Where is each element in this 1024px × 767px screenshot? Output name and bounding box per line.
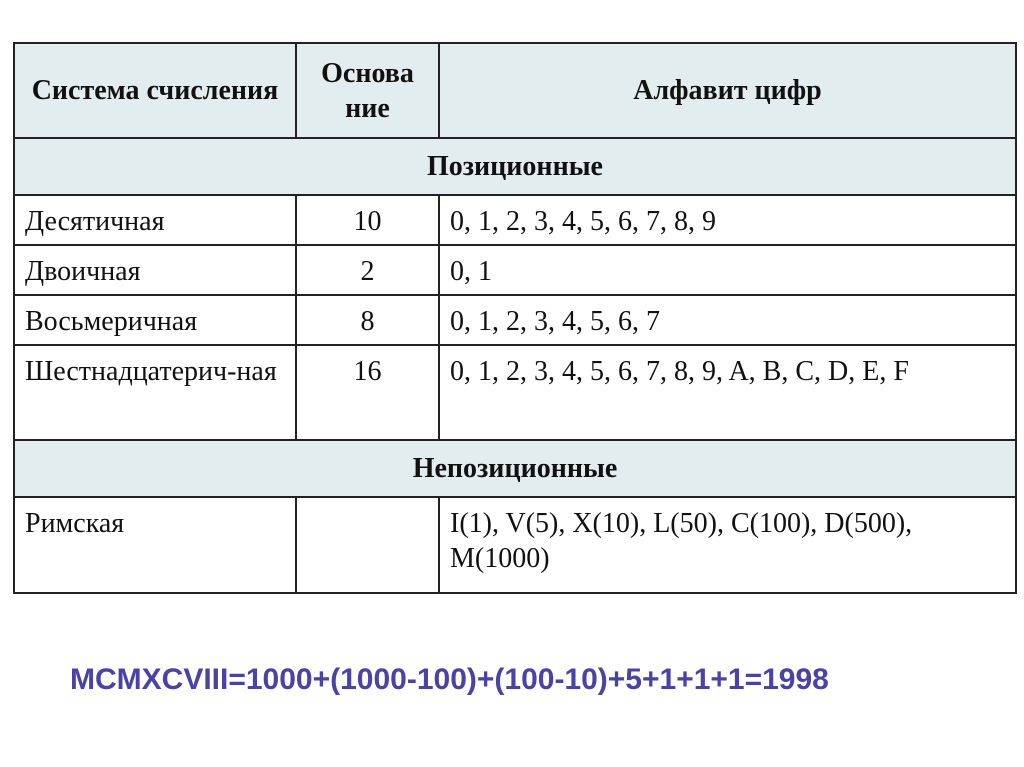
section-row-nonpositional: [14, 440, 1016, 497]
system-base: 2: [296, 245, 439, 295]
table-row: [14, 245, 1016, 295]
roman-numeral-formula: MCMXCVIII=1000+(1000-100)+(100-10)+5+1+1+1=1998: [70, 663, 829, 696]
header-alphabet: Алфавит цифр: [439, 43, 1016, 138]
system-name: Двоичная: [14, 245, 296, 295]
section-title-positional: Позиционные: [14, 138, 1016, 195]
system-digits: 0, 1, 2, 3, 4, 5, 6, 7, 8, 9: [439, 195, 1016, 245]
table-header-row: [14, 43, 1016, 138]
system-base: 16: [296, 345, 439, 440]
system-digits: 0, 1, 2, 3, 4, 5, 6, 7, 8, 9, A, B, C, D, E, F: [439, 345, 1016, 440]
number-systems-table: [13, 42, 1017, 594]
section-title-nonpositional: Непозиционные: [14, 440, 1016, 497]
system-name: Римская: [14, 497, 296, 593]
section-row-positional: [14, 138, 1016, 195]
system-base: [296, 497, 439, 593]
system-name: Восьмеричная: [14, 295, 296, 345]
system-digits: 0, 1, 2, 3, 4, 5, 6, 7: [439, 295, 1016, 345]
system-digits: I(1), V(5), X(10), L(50), C(100), D(500), M(1000): [439, 497, 1016, 593]
header-base: Основа ние: [296, 43, 439, 138]
system-name: Шестнадцатерич-ная: [14, 345, 296, 440]
table-row: [14, 295, 1016, 345]
system-name: Десятичная: [14, 195, 296, 245]
header-system: Система счисления: [14, 43, 296, 138]
system-base: 8: [296, 295, 439, 345]
table-row: [14, 195, 1016, 245]
table-row: [14, 497, 1016, 593]
system-digits: 0, 1: [439, 245, 1016, 295]
table-row: [14, 345, 1016, 440]
system-base: 10: [296, 195, 439, 245]
